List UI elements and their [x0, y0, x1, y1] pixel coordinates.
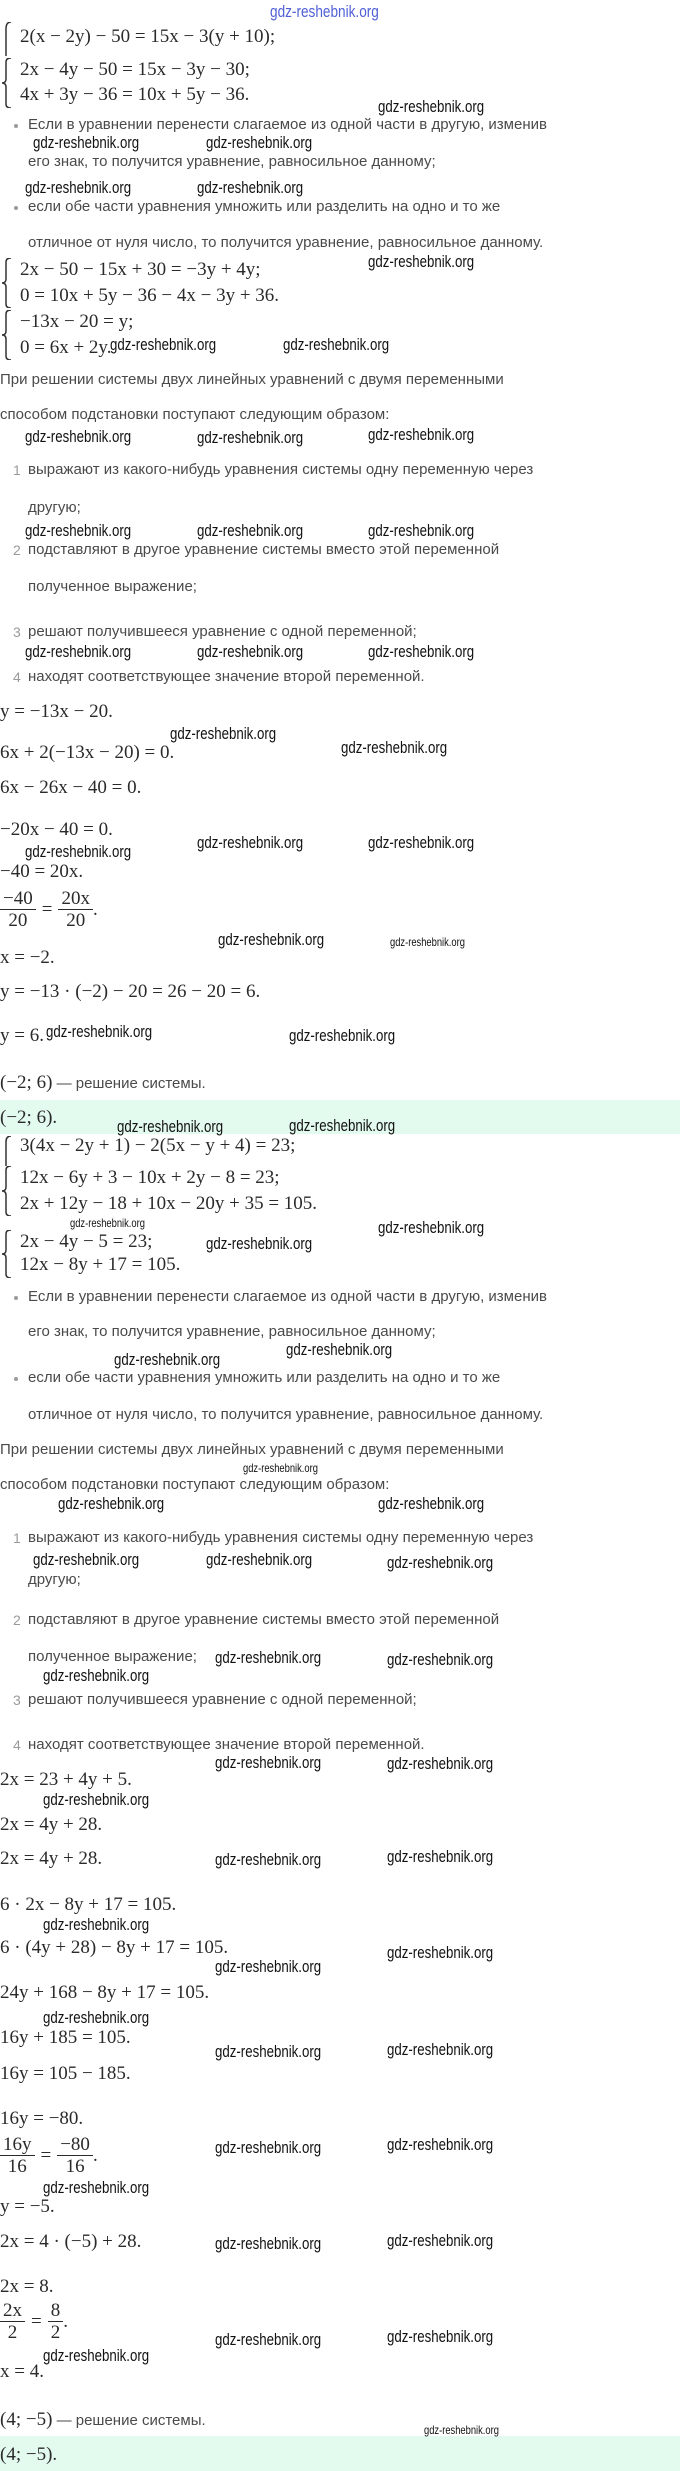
step-text: подставляют в другое уравнение системы вместо этой переменной	[28, 1611, 500, 1628]
step-text: другую;	[28, 1571, 81, 1588]
step-text: решают получившееся уравнение с одной переменной;	[28, 1691, 417, 1708]
site-logo[interactable]: gdz-reshebnik.org	[270, 2, 379, 21]
equation: y = −13x − 20.	[0, 701, 113, 722]
watermark: gdz-reshebnik.org	[206, 133, 313, 152]
equation: 2x − 4y − 50 = 15x − 3y − 30;	[20, 59, 250, 80]
bullet-icon	[14, 124, 18, 128]
watermark: gdz-reshebnik.org	[341, 738, 448, 757]
watermark: gdz-reshebnik.org	[289, 1026, 396, 1045]
watermark: gdz-reshebnik.org	[215, 1850, 322, 1869]
step-text: находят соответствующее значение второй переменной.	[28, 668, 425, 685]
rule-text: его знак, то получится уравнение, равносильное данному;	[28, 1323, 436, 1340]
equation: 12x − 8y + 17 = 105.	[20, 1254, 181, 1275]
watermark: gdz-reshebnik.org	[218, 930, 325, 949]
step-text: выражают из какого-нибудь уравнения системы одну переменную через	[28, 461, 534, 478]
equals-sign: =	[40, 2144, 52, 2166]
rule-text: отличное от нуля число, то получится уравнение, равносильное данному.	[28, 234, 544, 251]
equation: 16y = 105 − 185.	[0, 2063, 131, 2084]
watermark: gdz-reshebnik.org	[387, 1553, 494, 1572]
solution-pair: (4; −5)	[0, 2409, 53, 2430]
watermark: gdz-reshebnik.org	[215, 2042, 322, 2061]
equation: 2(x − 2y) − 50 = 15x − 3(y + 10);	[20, 26, 276, 47]
equation: 2x = 4y + 28.	[0, 1814, 103, 1835]
rule-text: если обе части уравнения умножить или разделить на одно и то же	[28, 198, 501, 215]
watermark: gdz-reshebnik.org	[43, 2008, 150, 2027]
equation: x = −2.	[0, 947, 55, 968]
watermark: gdz-reshebnik.org	[243, 1461, 318, 1475]
solution-line	[0, 1072, 206, 1095]
step-text: полученное выражение;	[28, 1648, 197, 1665]
watermark: gdz-reshebnik.org	[286, 1340, 393, 1359]
watermark: gdz-reshebnik.org	[46, 1022, 153, 1041]
denominator: 2	[7, 2322, 18, 2343]
step-text: выражают из какого-нибудь уравнения системы одну переменную через	[28, 1529, 534, 1546]
rule-text: его знак, то получится уравнение, равносильное данному;	[28, 153, 436, 170]
denominator: 20	[66, 910, 86, 931]
watermark: gdz-reshebnik.org	[368, 833, 475, 852]
watermark: gdz-reshebnik.org	[197, 521, 304, 540]
watermark: gdz-reshebnik.org	[25, 178, 132, 197]
equation: y = −13 · (−2) − 20 = 26 − 20 = 6.	[0, 981, 261, 1002]
period: .	[92, 898, 98, 920]
watermark: gdz-reshebnik.org	[43, 2346, 150, 2365]
watermark: gdz-reshebnik.org	[114, 1350, 221, 1369]
watermark: gdz-reshebnik.org	[33, 133, 140, 152]
watermark: gdz-reshebnik.org	[43, 1666, 150, 1685]
denominator: 16	[65, 2156, 85, 2177]
bullet-icon	[14, 206, 18, 210]
equation: 4x + 3y − 36 = 10x + 5y − 36.	[20, 84, 250, 105]
numerator: −80	[57, 2134, 93, 2156]
numerator: −40	[0, 888, 36, 910]
numerator: 16y	[0, 2134, 35, 2156]
watermark: gdz-reshebnik.org	[387, 2040, 494, 2059]
watermark: gdz-reshebnik.org	[197, 833, 304, 852]
equation: x = 4.	[0, 2361, 44, 2382]
watermark: gdz-reshebnik.org	[43, 1915, 150, 1934]
watermark: gdz-reshebnik.org	[215, 1648, 322, 1667]
denominator: 16	[7, 2156, 27, 2177]
period: .	[92, 2144, 98, 2166]
step-text: подставляют в другое уравнение системы вместо этой переменной	[28, 541, 500, 558]
solution-text: — решение системы.	[52, 2412, 206, 2429]
fraction-equation	[0, 2300, 68, 2343]
equals-sign: =	[41, 898, 53, 920]
watermark: gdz-reshebnik.org	[387, 1754, 494, 1773]
step-number: 3	[13, 1692, 21, 1708]
watermark: gdz-reshebnik.org	[25, 642, 132, 661]
watermark: gdz-reshebnik.org	[43, 1790, 150, 1809]
equation: 0 = 6x + 2y.	[20, 337, 112, 358]
step-number: 4	[13, 669, 21, 685]
watermark: gdz-reshebnik.org	[368, 521, 475, 540]
step-number: 1	[13, 462, 21, 478]
answer: (4; −5).	[0, 2444, 58, 2465]
watermark: gdz-reshebnik.org	[206, 1550, 313, 1569]
watermark: gdz-reshebnik.org	[110, 335, 217, 354]
rule-text: Если в уравнении перенести слагаемое из одной части в другую, изменив	[28, 116, 547, 133]
watermark: gdz-reshebnik.org	[368, 425, 475, 444]
equation: y = 6.	[0, 1025, 44, 1046]
step-text: решают получившееся уравнение с одной переменной;	[28, 623, 417, 640]
equation: 16y = −80.	[0, 2108, 84, 2129]
equation: 2x = 8.	[0, 2276, 54, 2297]
watermark: gdz-reshebnik.org	[387, 2231, 494, 2250]
watermark: gdz-reshebnik.org	[170, 724, 277, 743]
equation: 2x = 23 + 4y + 5.	[0, 1769, 132, 1790]
rule-text: Если в уравнении перенести слагаемое из одной части в другую, изменив	[28, 1288, 547, 1305]
equation: 2x + 12y − 18 + 10x − 20y + 35 = 105.	[20, 1193, 318, 1214]
watermark: gdz-reshebnik.org	[378, 1218, 485, 1237]
equation: 12x − 6y + 3 − 10x + 2y − 8 = 23;	[20, 1167, 280, 1188]
watermark: gdz-reshebnik.org	[215, 2330, 322, 2349]
watermark: gdz-reshebnik.org	[368, 252, 475, 271]
solution-text: — решение системы.	[52, 1075, 206, 1092]
watermark: gdz-reshebnik.org	[378, 1494, 485, 1513]
step-number: 2	[13, 542, 21, 558]
equation: 16y + 185 = 105.	[0, 2027, 131, 2048]
numerator: 20x	[58, 888, 93, 910]
equation: 3(4x − 2y + 1) − 2(5x − y + 4) = 23;	[20, 1135, 296, 1156]
method-intro: способом подстановки поступают следующим образом:	[0, 1476, 390, 1493]
watermark: gdz-reshebnik.org	[424, 2423, 499, 2437]
equation: −13x − 20 = y;	[20, 311, 134, 332]
watermark: gdz-reshebnik.org	[25, 427, 132, 446]
equation: 2x − 50 − 15x + 30 = −3y + 4y;	[20, 259, 261, 280]
equation: −40 = 20x.	[0, 861, 84, 882]
equation: 24y + 168 − 8y + 17 = 105.	[0, 1982, 210, 2003]
step-number: 1	[13, 1530, 21, 1546]
solution-line	[0, 2409, 206, 2432]
watermark: gdz-reshebnik.org	[387, 2135, 494, 2154]
watermark: gdz-reshebnik.org	[387, 1943, 494, 1962]
watermark: gdz-reshebnik.org	[368, 642, 475, 661]
equation: 6 · (4y + 28) − 8y + 17 = 105.	[0, 1937, 229, 1958]
watermark: gdz-reshebnik.org	[378, 97, 485, 116]
step-number: 2	[13, 1612, 21, 1628]
watermark: gdz-reshebnik.org	[33, 1550, 140, 1569]
equation: 6x − 26x − 40 = 0.	[0, 777, 142, 798]
step-text: находят соответствующее значение второй переменной.	[28, 1736, 425, 1753]
system-brace	[2, 258, 12, 308]
equation: 2x = 4y + 28.	[0, 1848, 103, 1869]
step-number: 4	[13, 1737, 21, 1753]
watermark: gdz-reshebnik.org	[197, 428, 304, 447]
watermark: gdz-reshebnik.org	[197, 178, 304, 197]
watermark: gdz-reshebnik.org	[206, 1234, 313, 1253]
watermark: gdz-reshebnik.org	[387, 1650, 494, 1669]
fraction-equation	[0, 888, 98, 931]
answer: (−2; 6).	[0, 1107, 58, 1128]
watermark: gdz-reshebnik.org	[283, 335, 390, 354]
rule-text: если обе части уравнения умножить или разделить на одно и то же	[28, 1369, 501, 1386]
watermark: gdz-reshebnik.org	[70, 1216, 145, 1230]
system-brace	[2, 1166, 12, 1216]
solution-pair: (−2; 6)	[0, 1072, 53, 1093]
system-brace	[2, 1136, 12, 1166]
system-brace	[2, 1230, 12, 1278]
numerator: 2x	[0, 2300, 25, 2322]
watermark: gdz-reshebnik.org	[117, 1117, 224, 1136]
equation: 6 · 2x − 8y + 17 = 105.	[0, 1894, 177, 1915]
watermark: gdz-reshebnik.org	[387, 2327, 494, 2346]
method-intro: способом подстановки поступают следующим образом:	[0, 406, 390, 423]
step-text: другую;	[28, 499, 81, 516]
watermark: gdz-reshebnik.org	[25, 521, 132, 540]
bullet-icon	[14, 1296, 18, 1300]
system-brace	[2, 58, 12, 108]
answer-box	[0, 2436, 680, 2471]
numerator: 8	[48, 2300, 64, 2322]
watermark: gdz-reshebnik.org	[390, 935, 465, 949]
bullet-icon	[14, 1377, 18, 1381]
method-intro: При решении системы двух линейных уравнений с двумя переменными	[0, 1441, 504, 1458]
equation: 2x = 4 · (−5) + 28.	[0, 2231, 142, 2252]
step-text: полученное выражение;	[28, 578, 197, 595]
equation: 0 = 10x + 5y − 36 − 4x − 3y + 36.	[20, 285, 280, 306]
watermark: gdz-reshebnik.org	[58, 1494, 165, 1513]
watermark: gdz-reshebnik.org	[215, 1957, 322, 1976]
equation: 2x − 4y − 5 = 23;	[20, 1231, 153, 1252]
equation: y = −5.	[0, 2196, 55, 2217]
watermark: gdz-reshebnik.org	[215, 2138, 322, 2157]
fraction-equation	[0, 2134, 98, 2177]
step-number: 3	[13, 624, 21, 640]
watermark: gdz-reshebnik.org	[197, 642, 304, 661]
equation: −20x − 40 = 0.	[0, 819, 113, 840]
rule-text: отличное от нуля число, то получится уравнение, равносильное данному.	[28, 1406, 544, 1423]
equals-sign: =	[31, 2310, 42, 2332]
watermark: gdz-reshebnik.org	[215, 1753, 322, 1772]
system-brace	[2, 310, 12, 360]
equation: 6x + 2(−13x − 20) = 0.	[0, 742, 175, 763]
denominator: 2	[50, 2322, 61, 2343]
watermark: gdz-reshebnik.org	[289, 1116, 396, 1135]
denominator: 20	[8, 910, 28, 931]
watermark: gdz-reshebnik.org	[387, 1847, 494, 1866]
system-brace	[2, 22, 12, 56]
watermark: gdz-reshebnik.org	[215, 2234, 322, 2253]
period: .	[63, 2310, 68, 2332]
method-intro: При решении системы двух линейных уравнений с двумя переменными	[0, 371, 504, 388]
watermark: gdz-reshebnik.org	[25, 842, 132, 861]
watermark: gdz-reshebnik.org	[43, 2178, 150, 2197]
